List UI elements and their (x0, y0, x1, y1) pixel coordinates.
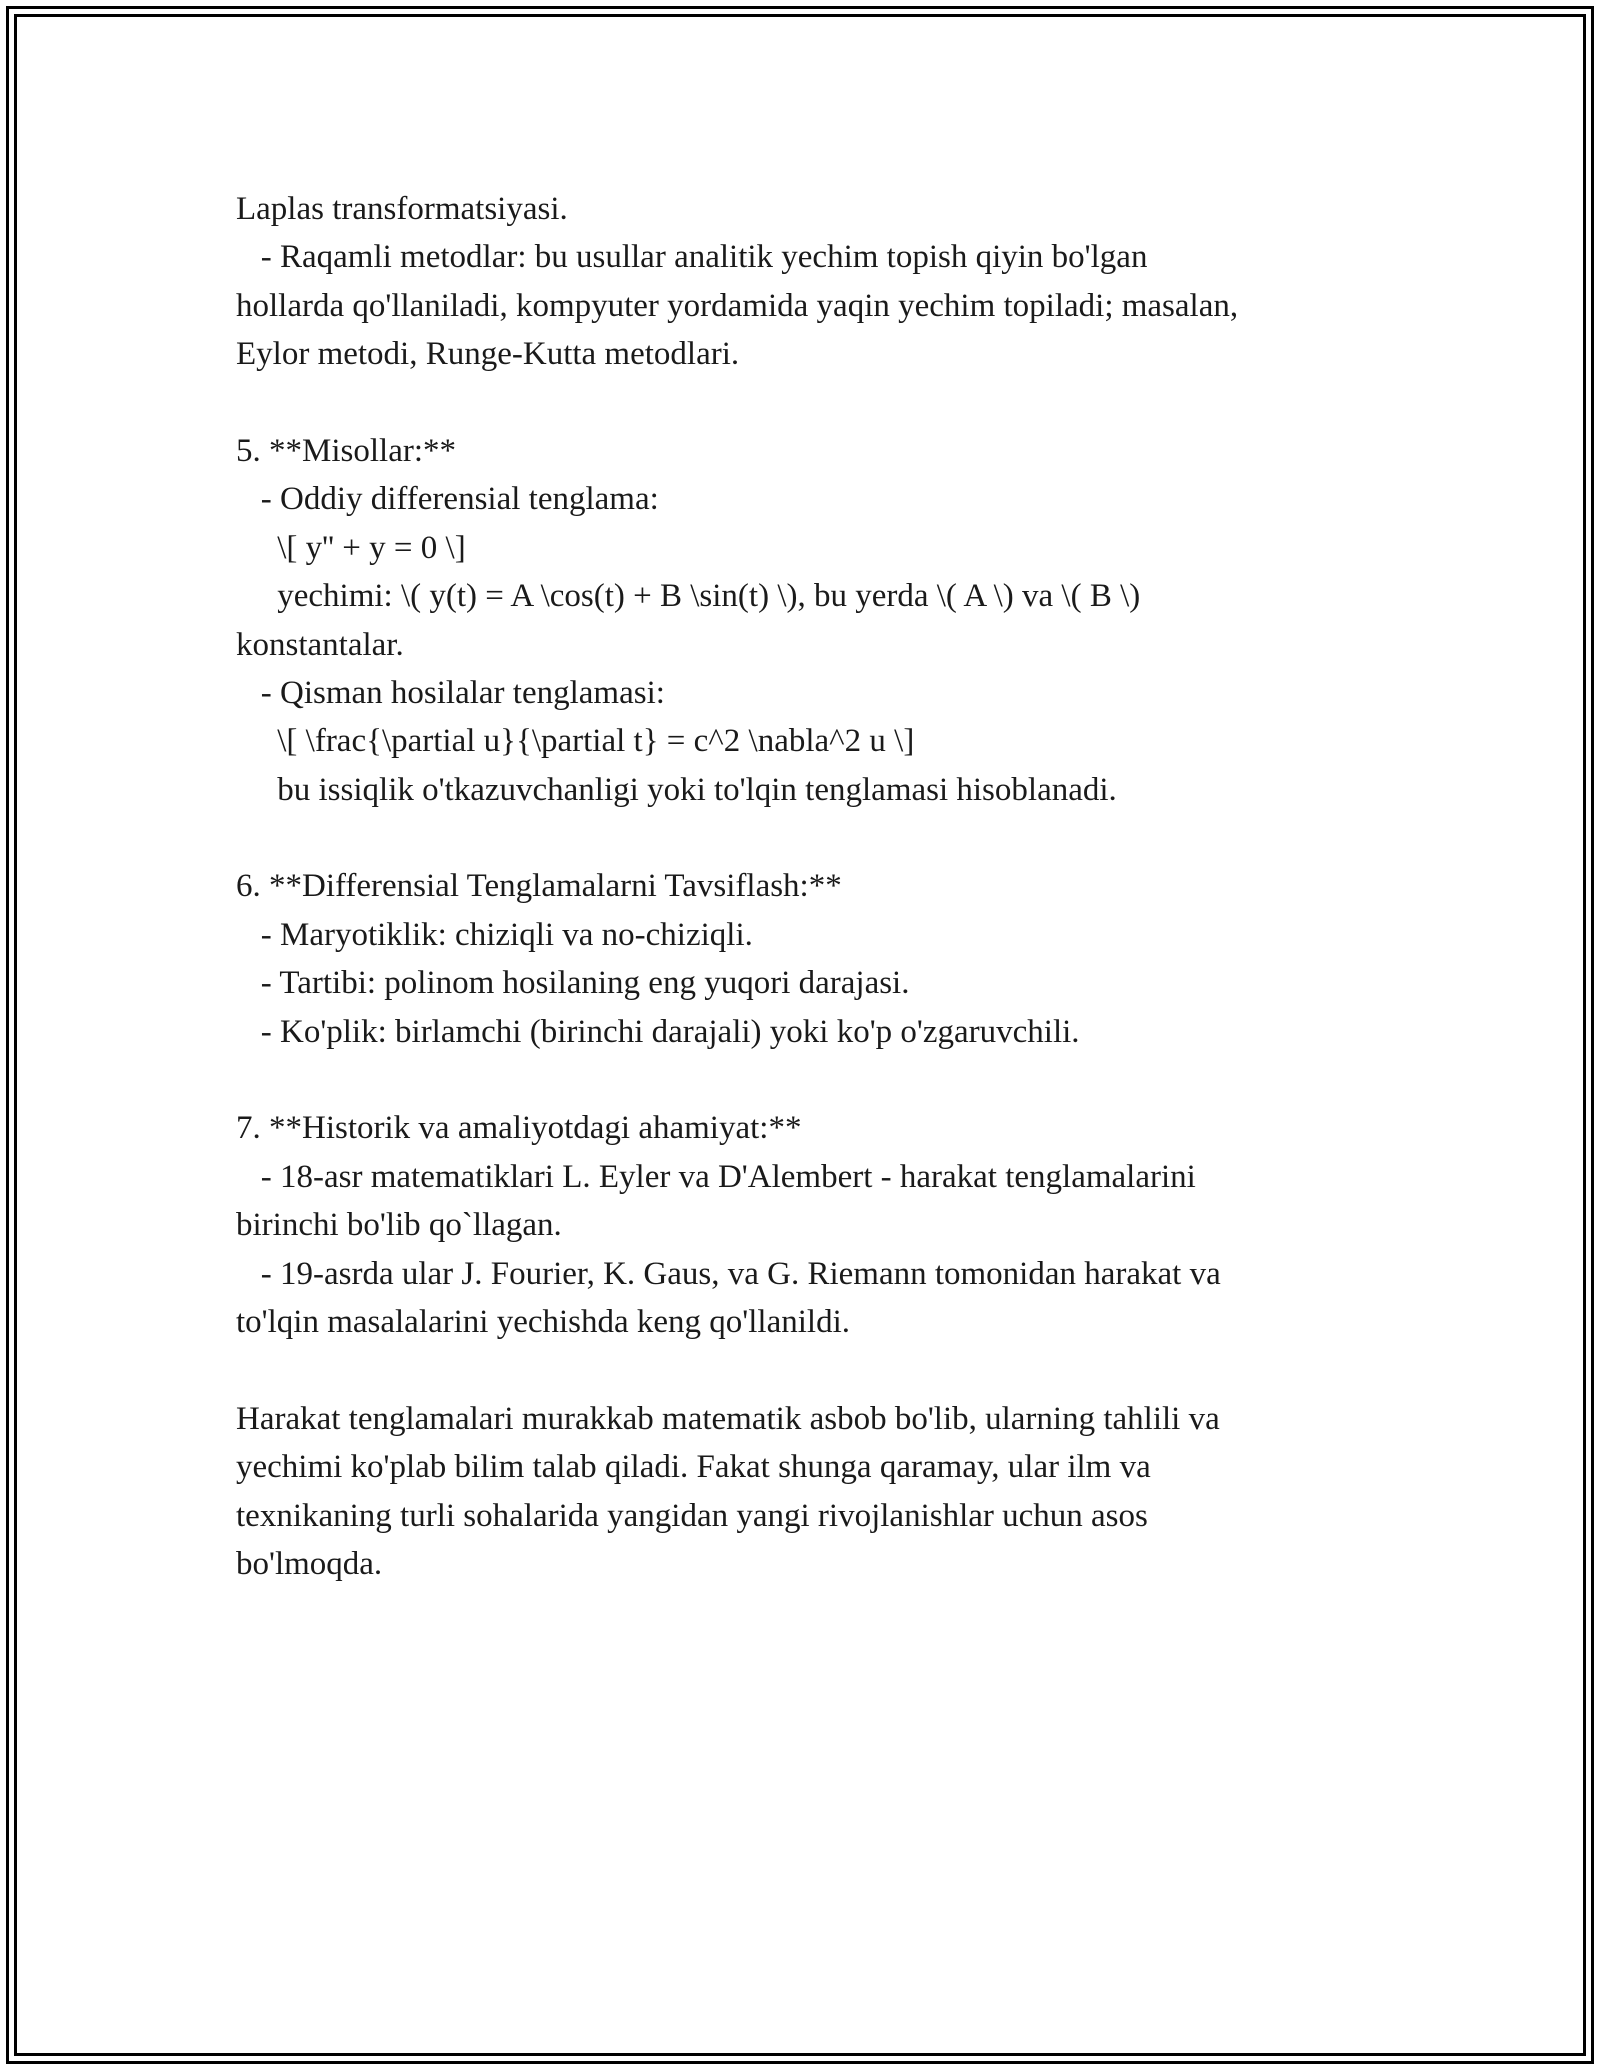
section-heading: 6. **Differensial Tenglamalarni Tavsiflash:** (236, 868, 842, 905)
paragraph-gap (236, 379, 1376, 427)
text-line: texnikaning turli sohalarida yangidan yangi rivojlanishlar uchun asos (236, 1497, 1148, 1534)
formula-line: \[ y'' + y = 0 \] (236, 529, 466, 566)
text-line: birinchi bo'lib qo`llagan. (236, 1207, 562, 1244)
text-line: Laplas transformatsiyasi. (236, 191, 568, 227)
section-heading: 5. **Misollar:** (236, 432, 456, 469)
text-line: bo'lmoqda. (236, 1545, 383, 1582)
text-line: - Raqamli metodlar: bu usullar analitik yechim topish qiyin bo'lgan (236, 239, 1148, 276)
document-body (236, 185, 1376, 1588)
text-line: - Qisman hosilalar tenglamasi: (236, 674, 665, 711)
paragraph-gap (236, 1056, 1376, 1104)
text-line: Eylor metodi, Runge-Kutta metodlari. (236, 336, 740, 373)
text-line: konstantalar. (236, 626, 404, 663)
text-line: - Oddiy differensial tenglama: (236, 481, 659, 518)
section-heading: 7. **Historik va amaliyotdagi ahamiyat:** (236, 1110, 802, 1147)
text-line: Harakat tenglamalari murakkab matematik asbob bo'lib, ularning tahlili va (236, 1400, 1220, 1437)
formula-line: \[ \frac{\partial u}{\partial t} = c^2 \nabla^2 u \] (236, 723, 915, 760)
text-line: - 18-asr matematiklari L. Eyler va D'Alembert - harakat tenglamalarini (236, 1158, 1196, 1195)
text-line: yechimi: \( y(t) = A \cos(t) + B \sin(t) \), bu yerda \( A \) va \( B \) (236, 578, 1141, 615)
text-line: - Ko'plik: birlamchi (birinchi darajali) yoki ko'p o'zgaruvchili. (236, 1013, 1080, 1050)
text-line: - Tartibi: polinom hosilaning eng yuqori darajasi. (236, 965, 910, 1002)
text-line: to'lqin masalalarini yechishda keng qo'llanildi. (236, 1303, 850, 1340)
text-line: bu issiqlik o'tkazuvchanligi yoki to'lqin tenglamasi hisoblanadi. (236, 771, 1117, 808)
paragraph-gap (236, 1346, 1376, 1394)
paragraph-gap (236, 814, 1376, 862)
text-line: hollarda qo'llaniladi, kompyuter yordamida yaqin yechim topiladi; masalan, (236, 287, 1239, 324)
text-line: yechimi ko'plab bilim talab qiladi. Fakat shunga qaramay, ular ilm va (236, 1449, 1151, 1486)
text-line: - Maryotiklik: chiziqli va no-chiziqli. (236, 916, 753, 953)
text-line: - 19-asrda ular J. Fourier, K. Gaus, va G. Riemann tomonidan harakat va (236, 1255, 1221, 1292)
